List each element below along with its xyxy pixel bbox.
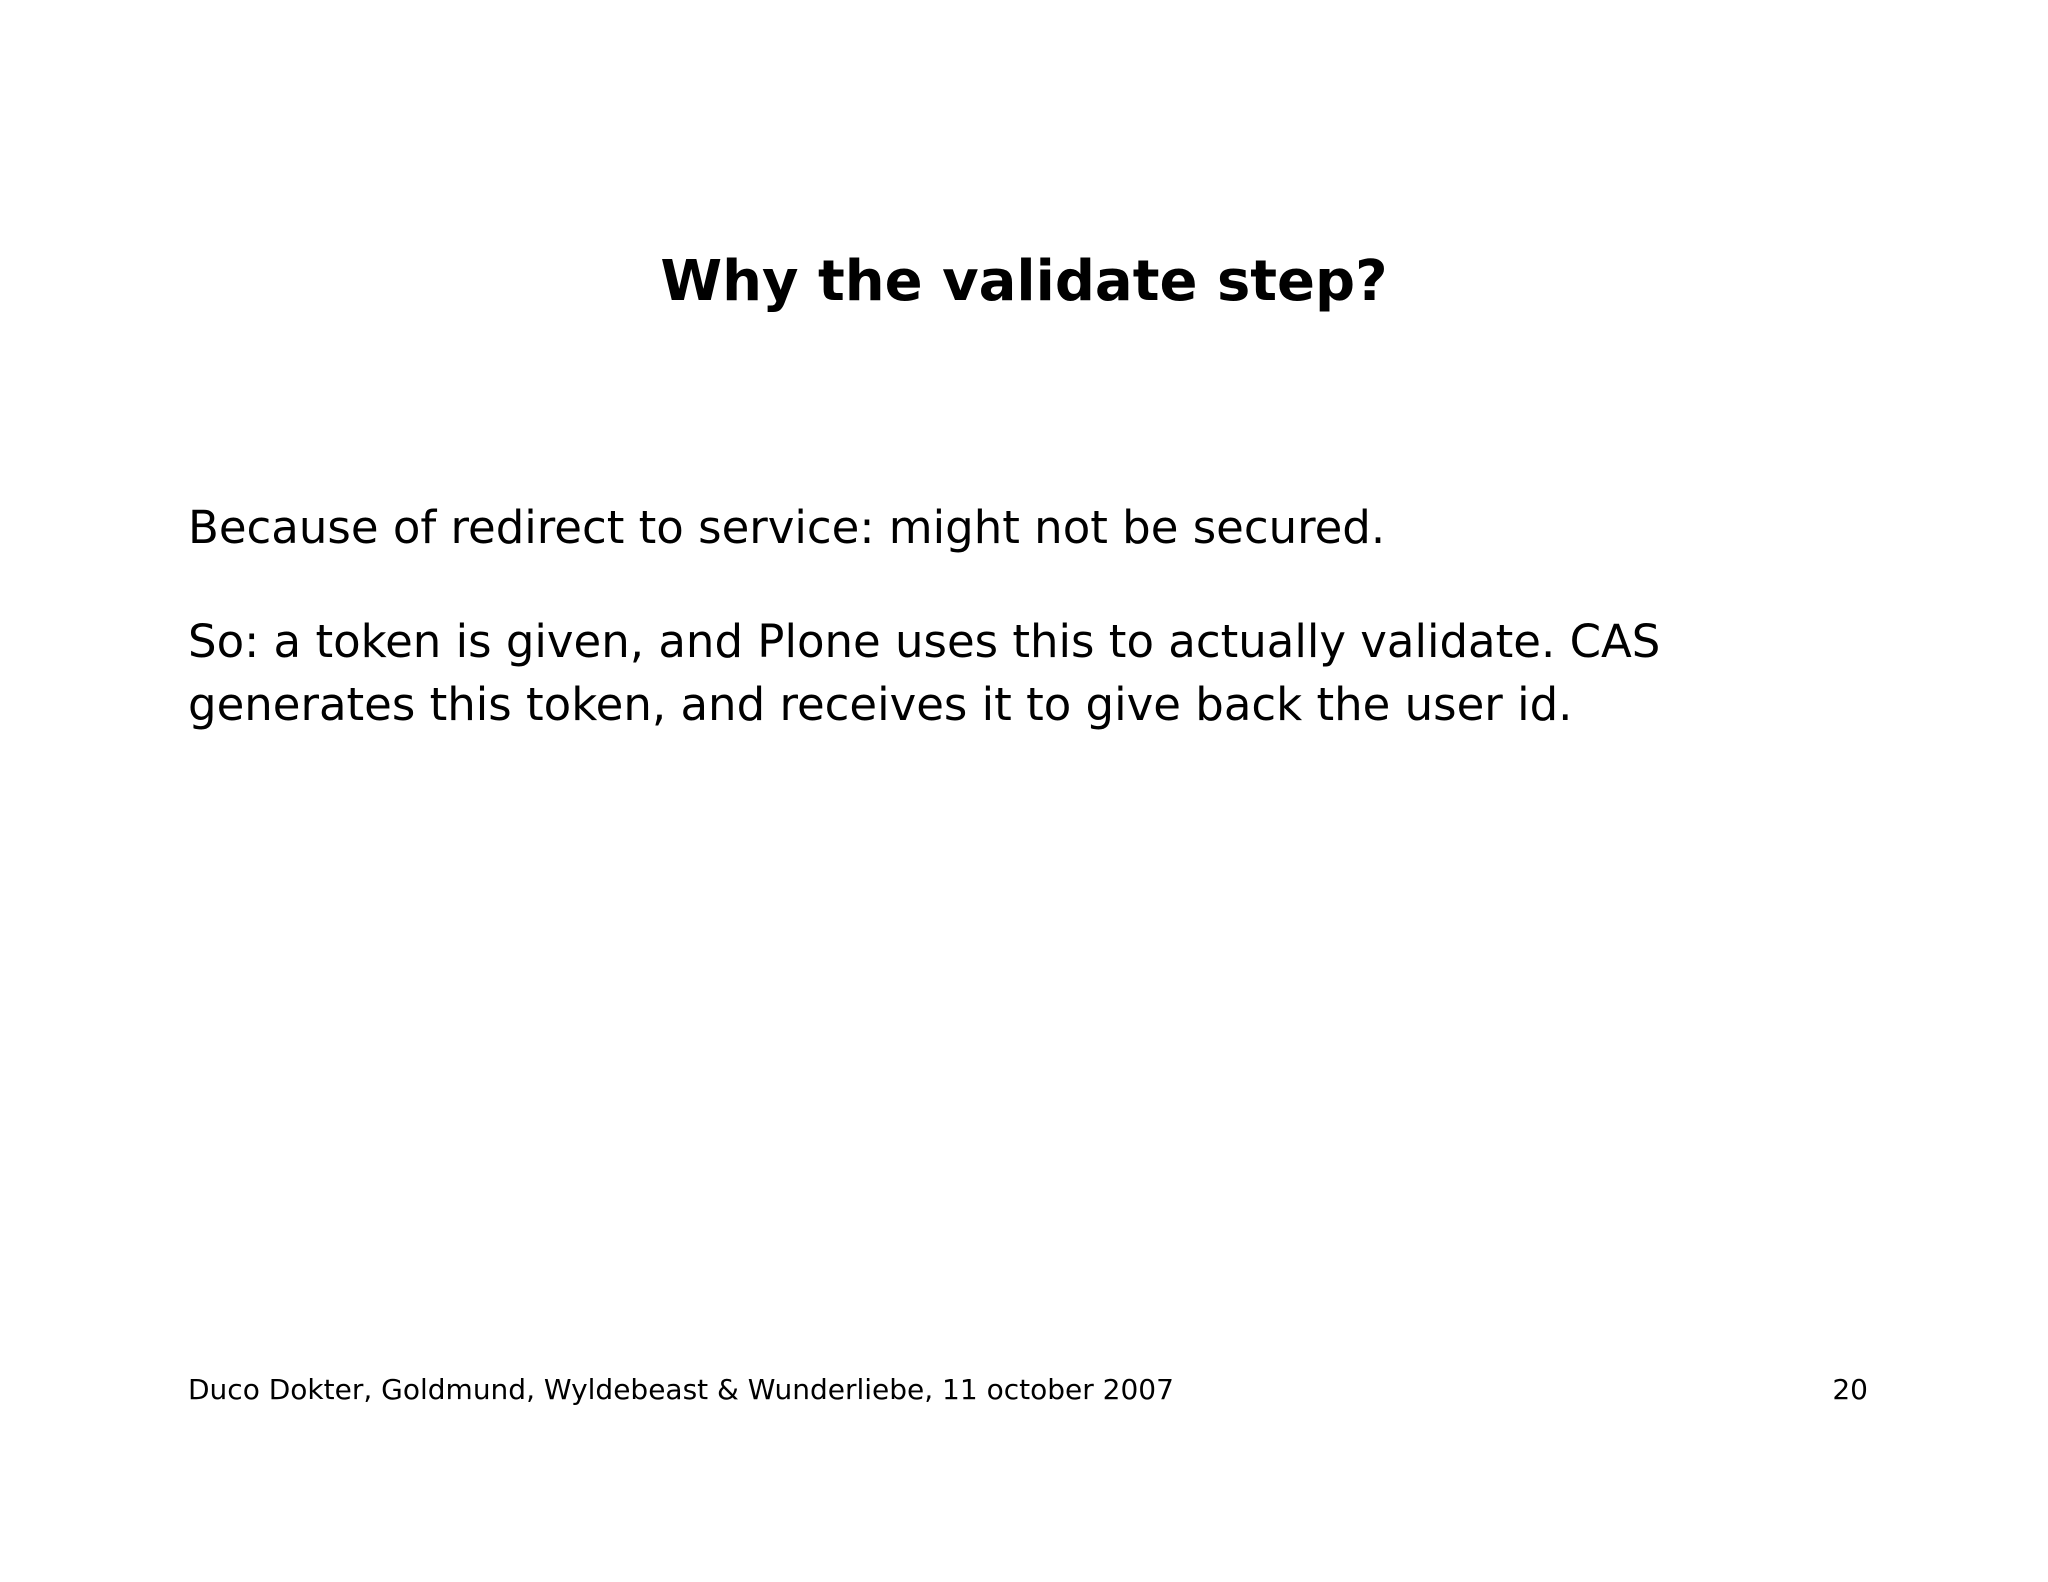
slide-title: Why the validate step? <box>660 249 1388 314</box>
body-paragraph-redirect: Because of redirect to service: might not be secured. <box>188 501 1386 554</box>
footer-author-date: Duco Dokter, Goldmund, Wyldebeast & Wunderliebe, 11 october 2007 <box>188 1373 1174 1406</box>
footer-page-number: 20 <box>1832 1373 1868 1406</box>
body-paragraph-token: So: a token is given, and Plone uses this to actually validate. CAS generates this token, and receives it to give back the user id. <box>188 615 1661 731</box>
